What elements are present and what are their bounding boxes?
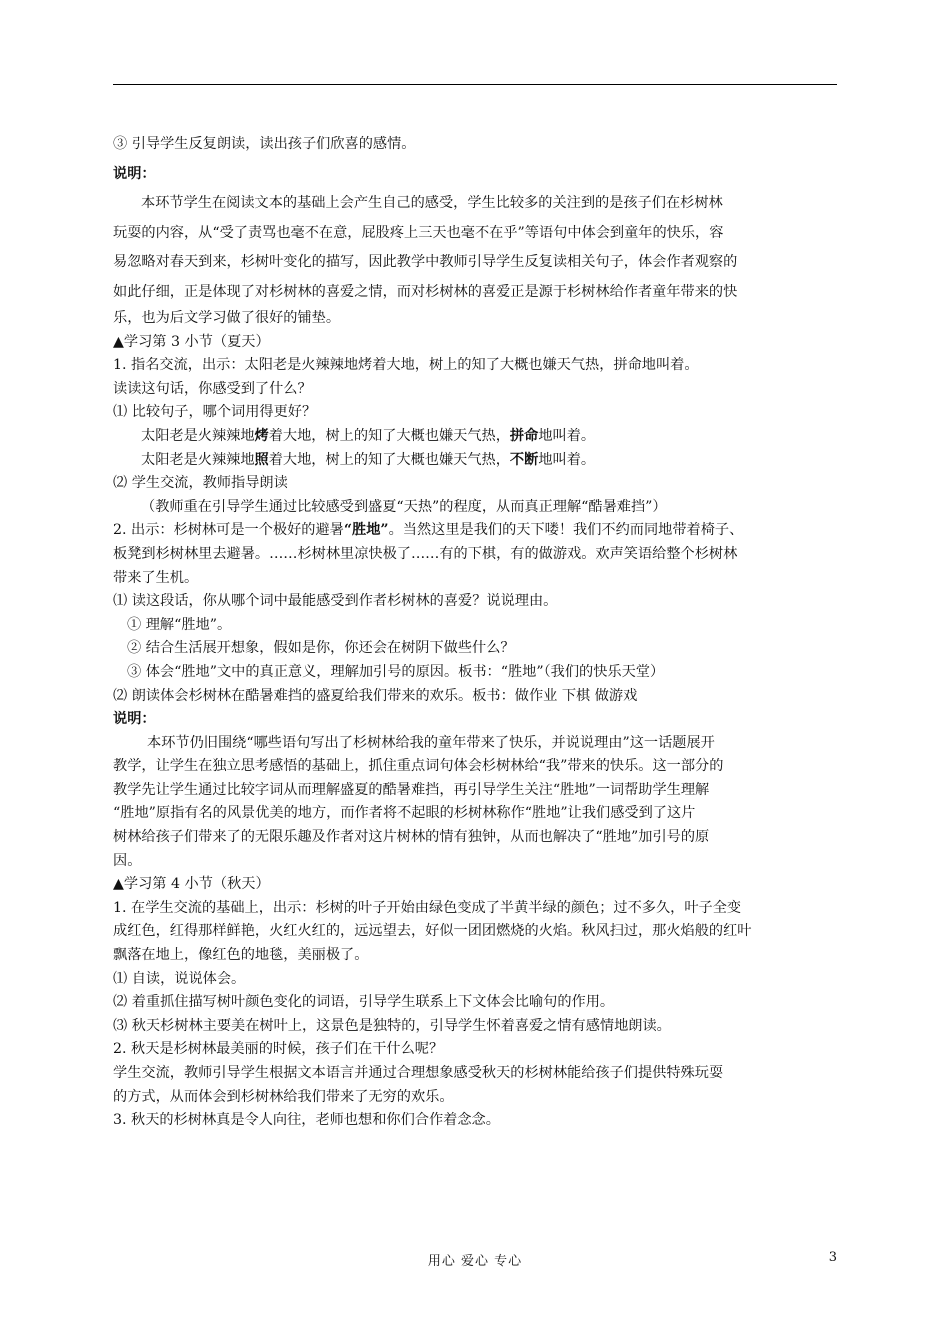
note-paragraph-line: 乐，也为后文学习做了很好的铺垫。 — [113, 310, 341, 326]
note-paragraph-line: 树林给孩子们带来了的无限乐趣及作者对这片树林的情有独钟，从而也解决了“胜地”加引号的原 — [113, 829, 710, 846]
sub-item: ① 理解“胜地”。 — [127, 616, 232, 633]
note-paragraph-line: 本环节学生在阅读文本的基础上会产生自己的感受，学生比较多的关注到的是孩子们在杉树林 — [141, 195, 723, 211]
autumn-item-2: 2. 秋天是杉树林最美丽的时候，孩子们在干什么呢？ — [113, 1041, 444, 1058]
summer-item-1: 1. 指名交流，出示：太阳老是火辣辣地烤着大地，树上的知了大概也嫌天气热，拼命地叫着。 — [113, 357, 699, 374]
emphasis-word: “胜地” — [343, 522, 389, 539]
note-paragraph-line: 教学，让学生在独立思考感悟的基础上，抓住重点词句体会杉树林给“我”带来的快乐。这一部分的 — [113, 758, 724, 775]
summer-item-2-cont: 带来了生机。 — [113, 569, 199, 586]
note-paragraph-line: 本环节仍旧围绕“哪些语句写出了杉树林给我的童年带来了快乐，并说说理由”这一话题展开 — [147, 734, 715, 751]
autumn-item-3: 3. 秋天的杉树林真是令人向往，老师也想和你们合作着念念。 — [113, 1112, 500, 1129]
emphasis-word: 烤 — [254, 427, 269, 444]
summer-question: 读读这句话，你感受到了什么？ — [113, 380, 312, 397]
summer-item-2-cont: 板凳到杉树林里去避暑。……杉树林里凉快极了……有的下棋，有的做游戏。欢声笑语给整个杉树林 — [113, 545, 738, 562]
summer-item-2: 2. 出示：杉树林可是一个极好的避暑“胜地”。当然这里是我们的天下喽！我们不约而同地带着椅子、 — [113, 522, 744, 539]
note-heading: 说明： — [113, 165, 156, 182]
autumn-sub-item: ⑶ 秋天杉树林主要美在树叶上，这景色是独特的，引导学生怀着喜爱之情有感情地朗读。 — [113, 1017, 671, 1034]
sub-item: ③ 体会“胜地”文中的真正意义，理解加引号的原因。板书：“胜地”（我们的快乐天堂） — [127, 663, 665, 680]
emphasis-word: 拼命 — [509, 427, 539, 444]
note-paragraph-line: 教学先让学生通过比较字词从而理解盛夏的酷暑难挡，再引导学生关注“胜地”一词帮助学生理解 — [113, 781, 710, 798]
sub-item: ② 结合生活展开想象，假如是你，你还会在树阴下做些什么？ — [127, 640, 515, 657]
autumn-item-1-cont: 飘落在地上，像红色的地毯，美丽极了。 — [113, 947, 369, 964]
page-content — [113, 130, 837, 1133]
note-paragraph-line: 玩耍的内容，从“受了责骂也毫不在意，屁股疼上三天也毫不在乎”等语句中体会到童年的快乐，容 — [113, 224, 724, 241]
autumn-item-1: 1. 在学生交流的基础上，出示：杉树的叶子开始由绿色变成了半黄半绿的颜色；过不多久，叶子全变 — [113, 899, 742, 916]
emphasis-word: 不断 — [509, 451, 539, 468]
autumn-item-2-cont: 的方式，从而体会到杉树林给我们带来了无穷的欢乐。 — [113, 1088, 454, 1105]
read-item: ⑴ 读这段话，你从哪个词中最能感受到作者杉树林的喜爱？说说理由。 — [113, 593, 558, 610]
footer-motto: 用心 爱心 专心 — [427, 1254, 523, 1269]
autumn-sub-item: ⑴ 自读，说说体会。 — [113, 970, 246, 987]
page-footer — [0, 1250, 950, 1270]
autumn-sub-item: ⑵ 着重抓住描写树叶颜色变化的词语，引导学生联系上下文体会比喻句的作用。 — [113, 994, 615, 1011]
exchange-item: ⑵ 学生交流，教师指导朗读 — [113, 475, 288, 492]
read-item: ⑵ 朗读体会杉树林在酷暑难挡的盛夏给我们带来的欢乐。板书：做作业 下棋 做游戏 — [113, 687, 638, 704]
sentence-b: 太阳老是火辣辣地照着大地，树上的知了大概也嫌天气热，不断地叫着。 — [141, 451, 596, 468]
note-paragraph-line: 因。 — [113, 852, 142, 869]
autumn-item-1-cont: 成红色，红得那样鲜艳，火红火红的，远远望去，好似一团团燃烧的火焰。秋风扫过，那火焰般的红叶 — [113, 923, 752, 940]
compare-item: ⑴ 比较句子，哪个词用得更好？ — [113, 404, 317, 421]
note-paragraph-line: 易忽略对春天到来，杉树叶变化的描写，因此教学中教师引导学生反复读相关句子，体会作者观察的 — [113, 254, 738, 270]
note-paragraph-line: “胜地”原指有名的风景优美的地方，而作者将不起眼的杉树林称作“胜地”让我们感受到了这片 — [113, 805, 696, 822]
page-number: 3 — [828, 1250, 837, 1265]
autumn-item-2-cont: 学生交流，教师引导学生根据文本语言并通过合理想象感受秋天的杉树林能给孩子们提供特殊玩耍 — [113, 1065, 724, 1081]
sentence-a: 太阳老是火辣辣地烤着大地，树上的知了大概也嫌天气热，拼命地叫着。 — [141, 427, 596, 444]
header-rule — [113, 84, 837, 85]
note-heading: 说明： — [113, 711, 156, 728]
step-3: ③ 引导学生反复朗读，读出孩子们欣喜的感情。 — [113, 136, 416, 152]
section-heading-autumn: ▲学习第 4 小节（秋天） — [113, 876, 270, 893]
teacher-note: （教师重在引导学生通过比较感受到盛夏“天热”的程度，从而真正理解“酷暑难挡”） — [141, 498, 667, 515]
emphasis-word: 照 — [254, 451, 269, 468]
section-heading-summer: ▲学习第 3 小节（夏天） — [113, 333, 270, 350]
note-paragraph-line: 如此仔细，正是体现了对杉树林的喜爱之情，而对杉树林的喜爱正是源于杉树林给作者童年带来的快 — [113, 283, 738, 300]
